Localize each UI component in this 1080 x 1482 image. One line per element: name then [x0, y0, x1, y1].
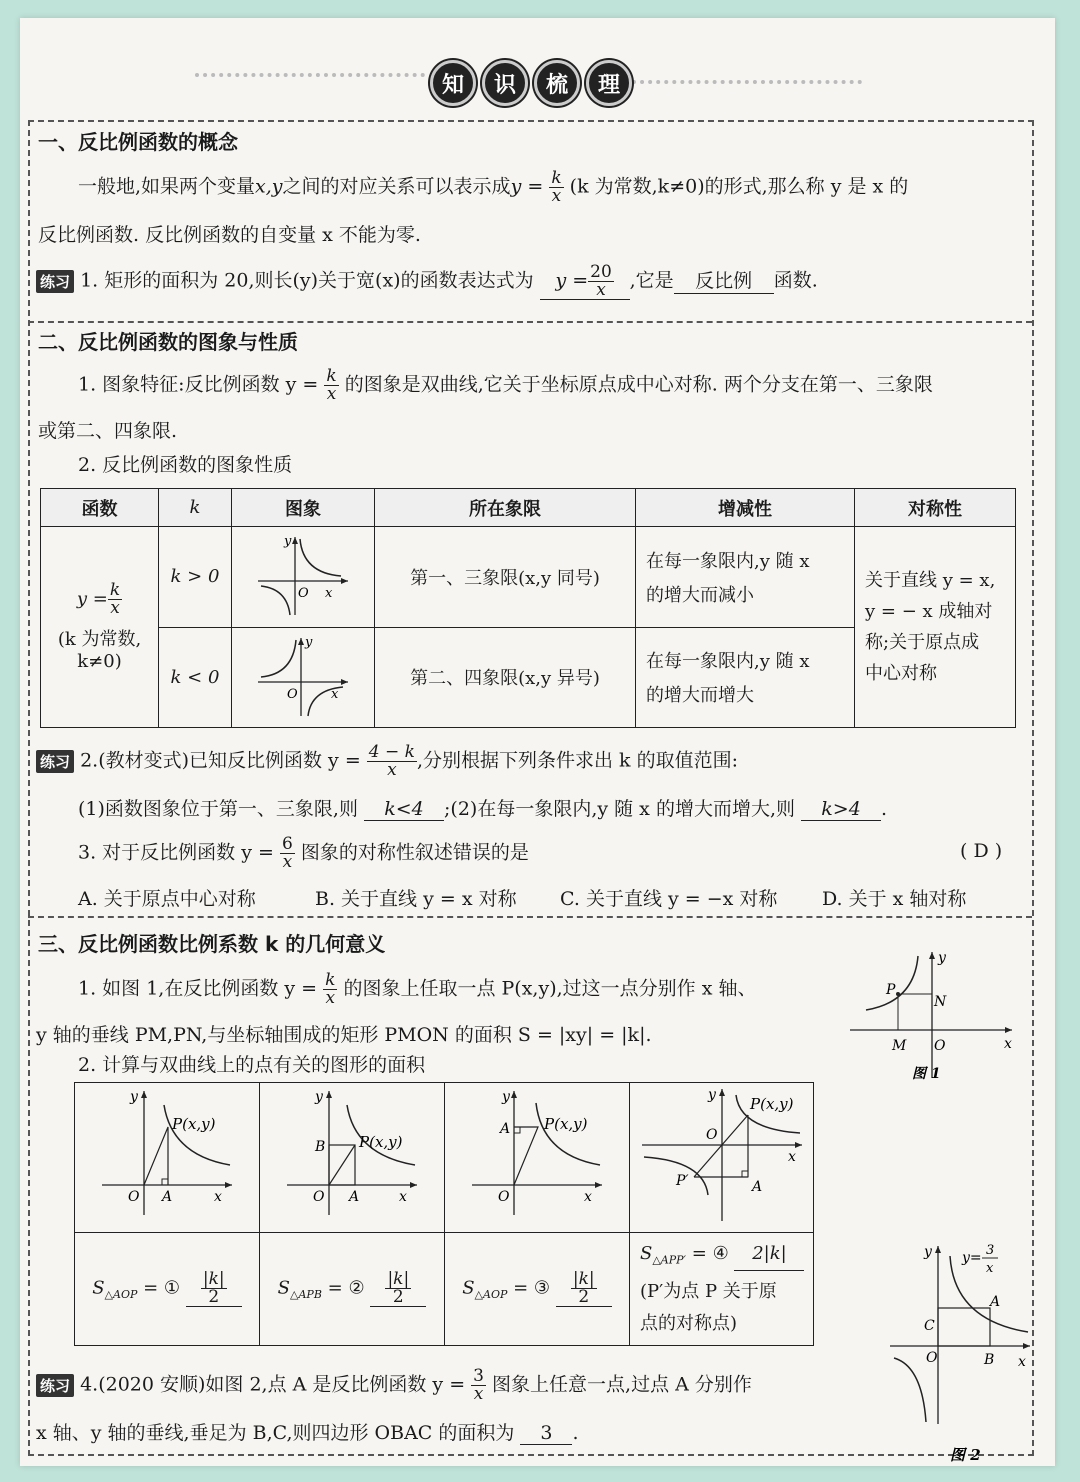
practice-badge: 练习 [36, 750, 74, 773]
triangle-app-graph [632, 1085, 812, 1225]
svg-text:A: A [349, 1189, 360, 1205]
svg-text:O: O [926, 1350, 938, 1366]
s1-exercise-1: 练习 1. 矩形的面积为 20,则长(y)关于宽(x)的函数表达式为 y = $\frac{20}{x}$ ,它是 反比例 函数. [36, 264, 818, 300]
s2-exercise-2: 练习 2.(教材变式)已知反比例函数 y = $\frac{4 - k}{x}$ ,分别根据下列条件求出 k 的取值范围: [36, 744, 738, 779]
svg-text:x: x [1018, 1354, 1026, 1370]
s3-paragraph-3: 2. 计算与双曲线上的点有关的图形的面积 [78, 1054, 426, 1076]
title-dots-left [195, 73, 425, 81]
section2-header: 二、反比例函数的图象与性质 [38, 330, 298, 354]
svg-text:x: x [399, 1189, 407, 1205]
s2-exercise-3: 3. 对于反比例函数 y = $\frac{6}{x}$ 图象的对称性叙述错误的是 [78, 834, 529, 872]
svg-text:M: M [892, 1038, 907, 1054]
svg-text:O: O [313, 1189, 325, 1205]
area-graph-row [75, 1083, 814, 1233]
cell-symmetry: 关于直线 y = x, y = − x 成轴对 称;关于原点成 中心对称 [855, 527, 1016, 728]
area-graph-1 [75, 1083, 260, 1233]
area-graph-4 [630, 1083, 814, 1233]
s2-paragraph-2: 或第二、四象限. [38, 420, 178, 442]
svg-text:3: 3 [986, 1243, 995, 1258]
svg-text:y: y [707, 1087, 716, 1103]
figure-1-caption: 图 1 [912, 1066, 941, 1082]
th-symmetry: 对称性 [855, 489, 1016, 527]
svg-text:y: y [284, 534, 292, 550]
area-formula-row [75, 1233, 814, 1346]
cell-k-pos: k > 0 [159, 527, 232, 627]
option-a: A. 关于原点中心对称 [78, 888, 256, 910]
s1-paragraph-1: 一般地,如果两个变量x,y之间的对应关系可以表示成y = $\frac{k}{x}$ (k 为常数,k≠0)的形式,那么称 y 是 x 的 [78, 168, 909, 206]
ex4-answer: 3 [520, 1422, 572, 1445]
area-graph-2 [260, 1083, 445, 1233]
section1-header: 一、反比例函数的概念 [38, 130, 238, 154]
svg-text:N: N [934, 994, 947, 1010]
option-c: C. 关于直线 y = −x 对称 [560, 888, 778, 910]
figure-2-graph [868, 1232, 1038, 1464]
triangle-aop-graph [82, 1085, 252, 1225]
table-row-kpos [41, 527, 1016, 627]
cell-function: y = $\frac{k}{x}$ (k 为常数, k≠0) [41, 527, 159, 728]
area-answer-2: $\frac{|k|}{2}$ [370, 1271, 426, 1307]
option-b: B. 关于直线 y = x 对称 [315, 888, 517, 910]
svg-text:y: y [924, 1244, 932, 1260]
cell-quadrant-neg: 第二、四象限(x,y 异号) [375, 627, 636, 727]
area-table [74, 1082, 814, 1346]
svg-text:x: x [331, 686, 339, 702]
area-formula-1: $S_{\triangle AOP}$ = ① $\frac{|k|}{2}$ [75, 1233, 260, 1346]
th-function: 函数 [41, 489, 159, 527]
svg-text:O: O [705, 1127, 717, 1143]
svg-text:A: A [162, 1189, 173, 1205]
svg-text:y: y [315, 1089, 323, 1105]
triangle-aop-graph-2 [452, 1085, 622, 1225]
svg-text:P(x,y): P(x,y) [172, 1115, 216, 1133]
s2-exercise-2-parts: (1)函数图象位于第一、三象限,则 k<4 ;(2)在每一象限内,y 随 x 的增大而增大,则 k>4 . [78, 798, 888, 820]
figure-1-graph [846, 946, 1026, 1086]
svg-text:B: B [984, 1352, 995, 1368]
table-header-row [41, 489, 1016, 527]
svg-text:P′: P′ [675, 1173, 689, 1189]
section-divider-2 [28, 916, 1032, 918]
s1-paragraph-2: 反比例函数. 反比例函数的自变量 x 不能为零. [38, 224, 421, 246]
svg-text:P(x,y): P(x,y) [544, 1115, 588, 1133]
th-quadrant: 所在象限 [375, 489, 636, 527]
triangle-apb-graph [267, 1085, 437, 1225]
section3-header: 三、反比例函数比例系数 k 的几何意义 [38, 932, 386, 956]
svg-text:x: x [1004, 1036, 1012, 1052]
practice-badge: 练习 [36, 1374, 74, 1397]
svg-text:O: O [287, 686, 298, 702]
title-char-1: 知 [430, 60, 476, 106]
area-answer-1: $\frac{|k|}{2}$ [186, 1271, 242, 1307]
svg-text:y: y [938, 950, 946, 966]
svg-text:x: x [787, 1149, 796, 1165]
option-d: D. 关于 x 轴对称 [822, 888, 967, 910]
cell-quadrant-pos: 第一、三象限(x,y 同号) [375, 527, 636, 627]
area-formula-4: $S_{\triangle APP'}$ = ④ 2|k| (P′为点 P 关于原 点的对称点) [630, 1233, 814, 1346]
section-divider-1 [28, 321, 1032, 323]
svg-text:y=: y= [962, 1250, 982, 1266]
svg-text:y: y [130, 1089, 138, 1105]
svg-text:O: O [934, 1038, 946, 1054]
practice-badge: 练习 [36, 270, 74, 293]
s2-paragraph-1: 1. 图象特征:反比例函数 y = $\frac{k}{x}$ 的图象是双曲线,它关于坐标原点成中心对称. 两个分支在第一、三象限 [78, 366, 933, 404]
hyperbola-k-positive-graph [253, 531, 353, 617]
cell-mono-neg: 在每一象限内,y 随 x 的增大而增大 [636, 627, 855, 727]
area-answer-4: 2|k| [734, 1238, 804, 1271]
svg-text:O: O [128, 1189, 140, 1205]
fraction-k-over-x: $\frac{k}{x}$ [551, 168, 562, 206]
svg-text:A: A [500, 1121, 511, 1137]
cell-k-neg: k < 0 [159, 627, 232, 727]
ex2-answer-1: k<4 [364, 798, 444, 821]
s3-exercise-4: 练习 4.(2020 安顺)如图 2,点 A 是反比例函数 y = $\frac{3}{x}$ 图象上任意一点,过点 A 分别作 [36, 1368, 752, 1403]
ex1-answer-blank-2: 反比例 [674, 266, 774, 294]
svg-text:C: C [924, 1318, 935, 1334]
area-formula-3: $S_{\triangle AOP}$ = ③ $\frac{|k|}{2}$ [445, 1233, 630, 1346]
svg-text:x: x [986, 1261, 994, 1276]
title-char-4: 理 [586, 60, 632, 106]
svg-text:O: O [498, 1189, 510, 1205]
title-char-3: 梳 [534, 60, 580, 106]
svg-text:P(x,y): P(x,y) [359, 1133, 403, 1151]
svg-text:O: O [298, 586, 309, 602]
svg-text:A: A [990, 1294, 1001, 1310]
ex2-answer-2: k>4 [801, 798, 881, 821]
svg-text:P(x,y): P(x,y) [749, 1095, 793, 1113]
th-monotonicity: 增减性 [636, 489, 855, 527]
th-k: k [159, 489, 232, 527]
s3-paragraph-1: 1. 如图 1,在反比例函数 y = $\frac{k}{x}$ 的图象上任取一点 P(x,y),过这一点分别作 x 轴、 [78, 970, 757, 1008]
svg-text:y: y [502, 1089, 510, 1105]
ex1-answer-blank: y = $\frac{20}{x}$ [540, 264, 630, 300]
area-answer-3: $\frac{|k|}{2}$ [556, 1271, 612, 1307]
s2-paragraph-3: 2. 反比例函数的图象性质 [78, 454, 293, 476]
figure-2-caption: 图 2 [950, 1446, 981, 1464]
worksheet-page [20, 18, 1055, 1466]
svg-text:x: x [584, 1189, 592, 1205]
svg-text:x: x [214, 1189, 222, 1205]
svg-text:P: P [886, 982, 896, 998]
ex3-answer: ( D ) [960, 840, 1003, 862]
hyperbola-k-negative-graph [253, 632, 353, 718]
properties-table [40, 488, 1016, 728]
s3-paragraph-2: y 轴的垂线 PM,PN,与坐标轴围成的矩形 PMON 的面积 S = |xy| = |k|. [36, 1024, 652, 1046]
th-graph: 图象 [232, 489, 375, 527]
svg-text:y: y [305, 634, 313, 650]
title-dots-right [632, 80, 862, 88]
cell-graph-neg [232, 627, 375, 727]
s3-exercise-4-cont: x 轴、y 轴的垂线,垂足为 B,C,则四边形 OBAC 的面积为 3 . [36, 1422, 579, 1444]
cell-graph-pos [232, 527, 375, 627]
cell-mono-pos: 在每一象限内,y 随 x 的增大而减小 [636, 527, 855, 627]
area-graph-3 [445, 1083, 630, 1233]
svg-text:B: B [315, 1139, 326, 1155]
area-formula-2: $S_{\triangle APB}$ = ② $\frac{|k|}{2}$ [260, 1233, 445, 1346]
svg-text:A: A [751, 1179, 762, 1195]
title-char-2: 识 [482, 60, 528, 106]
svg-text:x: x [325, 586, 333, 602]
